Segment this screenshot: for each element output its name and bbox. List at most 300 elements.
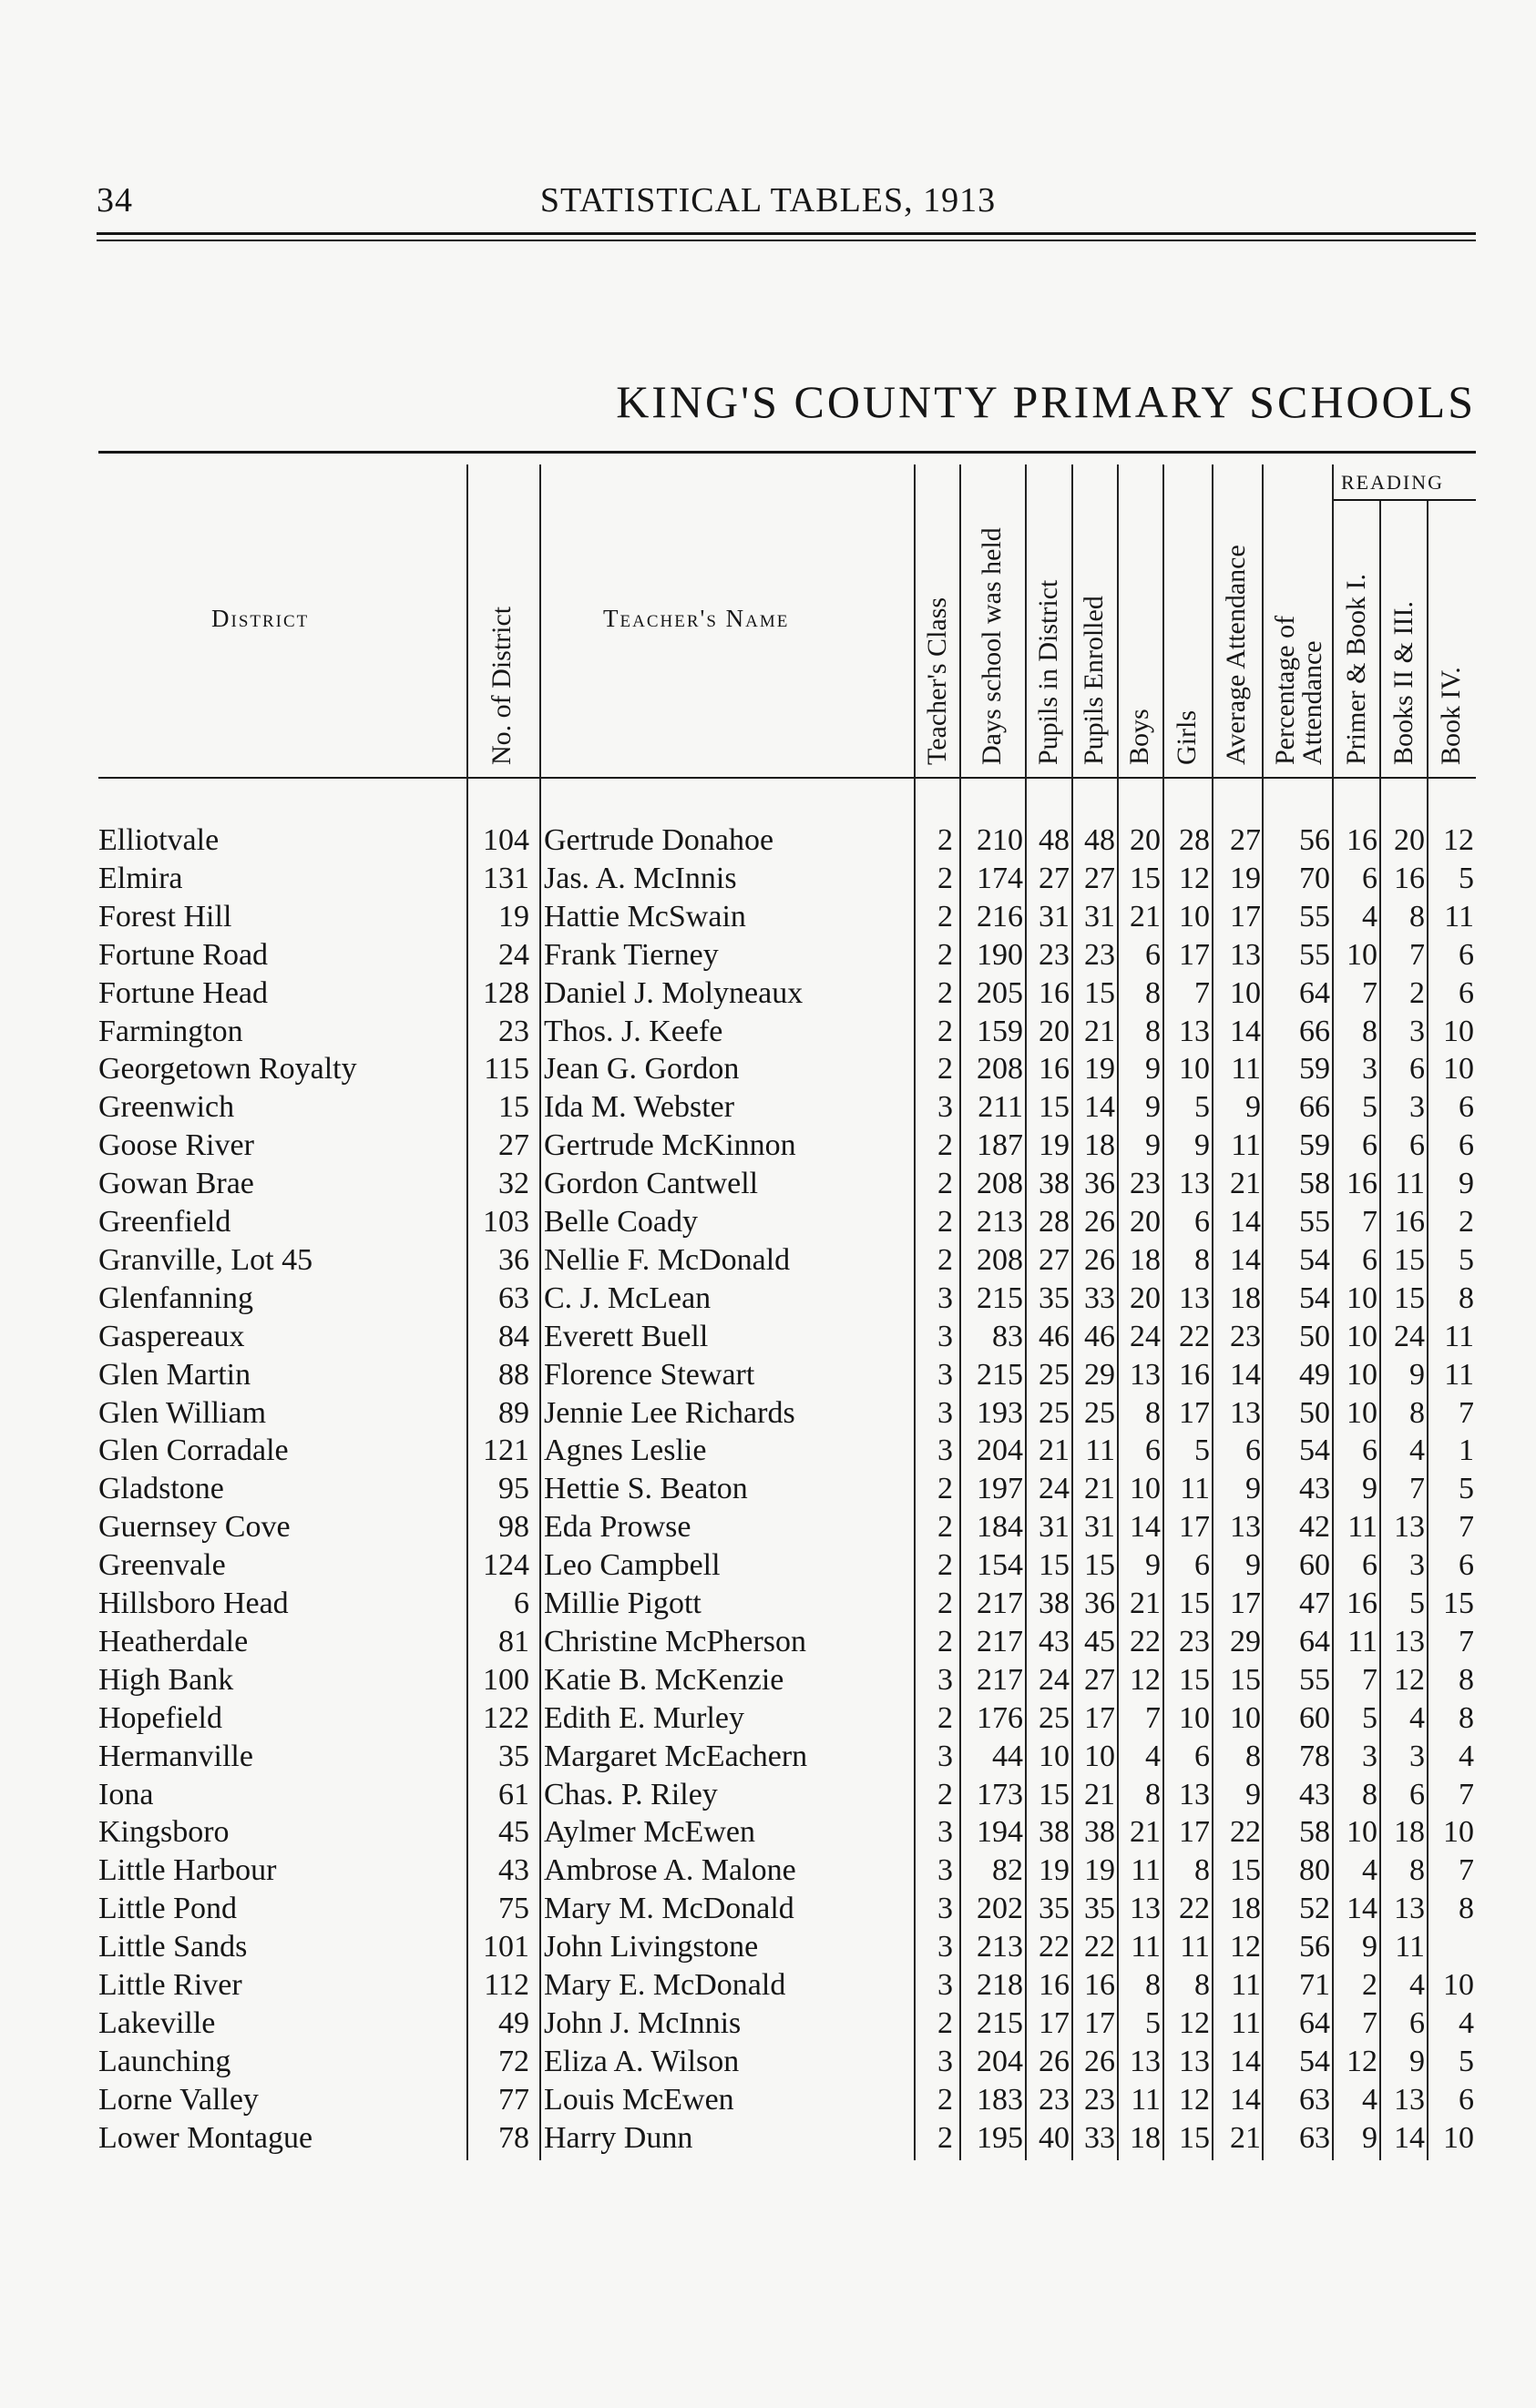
table-row [0, 1127, 1536, 1165]
district-cell: Heatherdale [98, 1624, 249, 1658]
reading-underline [1332, 499, 1476, 501]
teacher-cell: Ida M. Webster [544, 1090, 735, 1125]
books-2-3-cell: 11 [1395, 1167, 1425, 1201]
teachers-class-cell: 3 [937, 1930, 953, 1964]
books-2-3-cell: 4 [1409, 1434, 1425, 1468]
no-of-district-cell: 6 [514, 1587, 529, 1620]
books-2-3-cell: 24 [1394, 1319, 1425, 1353]
primer-book1-cell: 8 [1362, 1777, 1377, 1811]
no-of-district-cell: 36 [498, 1242, 529, 1277]
no-of-district-cell: 124 [483, 1548, 529, 1583]
table-row [0, 1585, 1536, 1623]
district-cell: Lakeville [98, 2005, 216, 2040]
header-average-attendance: Average Attendance [1221, 545, 1251, 765]
boys-cell: 11 [1131, 1853, 1161, 1888]
table-title: KING'S COUNTY PRIMARY SCHOOLS [616, 376, 1476, 427]
percentage-attendance-cell: 43 [1299, 1472, 1330, 1506]
pupils-in-district-cell: 43 [1039, 1624, 1070, 1658]
average-attendance-cell: 19 [1230, 861, 1261, 895]
primer-book1-cell: 11 [1347, 1624, 1377, 1658]
pupils-in-district-cell: 16 [1039, 1968, 1070, 2002]
books-2-3-cell: 5 [1409, 1587, 1425, 1620]
books-2-3-cell: 6 [1409, 1777, 1425, 1811]
pupils-enrolled-cell: 21 [1084, 1472, 1115, 1506]
girls-cell: 22 [1179, 1892, 1210, 1926]
no-of-district-cell: 19 [498, 899, 529, 934]
days-held-cell: 159 [977, 1014, 1023, 1048]
girls-cell: 6 [1194, 1205, 1210, 1239]
teacher-cell: Jas. A. McInnis [544, 861, 737, 895]
pupils-enrolled-cell: 15 [1084, 1548, 1115, 1583]
average-attendance-cell: 14 [1230, 1014, 1261, 1048]
table-row [0, 1928, 1536, 1966]
pupils-in-district-cell: 31 [1039, 1510, 1070, 1545]
books-2-3-cell: 2 [1409, 975, 1425, 1010]
books-2-3-cell: 4 [1409, 1968, 1425, 2002]
average-attendance-cell: 13 [1230, 937, 1261, 972]
district-cell: Greenfield [98, 1205, 231, 1239]
district-cell: Iona [98, 1777, 154, 1811]
days-held-cell: 204 [977, 1434, 1023, 1468]
teacher-cell: Florence Stewart [544, 1357, 755, 1392]
no-of-district-cell: 95 [498, 1472, 529, 1506]
table-row [0, 1470, 1536, 1508]
books-2-3-cell: 11 [1395, 1930, 1425, 1964]
percentage-attendance-cell: 58 [1299, 1167, 1330, 1201]
district-cell: Lorne Valley [98, 2082, 259, 2117]
percentage-attendance-cell: 55 [1299, 899, 1330, 934]
table-row [0, 1852, 1536, 1890]
boys-cell: 13 [1130, 1892, 1161, 1926]
primer-book1-cell: 16 [1347, 1587, 1377, 1620]
pupils-enrolled-cell: 36 [1084, 1587, 1115, 1620]
pupils-in-district-cell: 35 [1039, 1892, 1070, 1926]
average-attendance-cell: 11 [1231, 2005, 1261, 2040]
pupils-enrolled-cell: 26 [1084, 2044, 1115, 2078]
teachers-class-cell: 2 [937, 2005, 953, 2040]
average-attendance-cell: 14 [1230, 1242, 1261, 1277]
boys-cell: 6 [1145, 1434, 1161, 1468]
table-row [0, 1699, 1536, 1738]
girls-cell: 12 [1179, 861, 1210, 895]
no-of-district-cell: 88 [498, 1357, 529, 1392]
pupils-in-district-cell: 25 [1039, 1357, 1070, 1392]
primer-book1-cell: 7 [1362, 2005, 1377, 2040]
girls-cell: 5 [1194, 1434, 1210, 1468]
pupils-enrolled-cell: 26 [1084, 1205, 1115, 1239]
teacher-cell: Millie Pigott [544, 1587, 701, 1620]
book-4-cell: 6 [1459, 2082, 1474, 2117]
teacher-cell: Gordon Cantwell [544, 1167, 759, 1201]
no-of-district-cell: 15 [498, 1090, 529, 1125]
pupils-enrolled-cell: 19 [1084, 1853, 1115, 1888]
teachers-class-cell: 2 [937, 975, 953, 1010]
teacher-cell: Louis McEwen [544, 2082, 734, 2117]
books-2-3-cell: 12 [1394, 1662, 1425, 1697]
boys-cell: 9 [1145, 1128, 1161, 1163]
days-held-cell: 83 [992, 1319, 1023, 1353]
book-4-cell: 11 [1444, 1357, 1474, 1392]
header-books-2-3: Books II & III. [1388, 601, 1418, 765]
primer-book1-cell: 12 [1347, 2044, 1377, 2078]
boys-cell: 21 [1130, 1815, 1161, 1850]
teacher-cell: Thos. J. Keefe [544, 1014, 723, 1048]
teacher-cell: Hettie S. Beaton [544, 1472, 748, 1506]
no-of-district-cell: 112 [484, 1968, 529, 2002]
pupils-enrolled-cell: 48 [1084, 823, 1115, 857]
boys-cell: 18 [1130, 2120, 1161, 2155]
no-of-district-cell: 101 [483, 1930, 529, 1964]
days-held-cell: 205 [977, 975, 1023, 1010]
teacher-cell: Margaret McEachern [544, 1739, 808, 1773]
average-attendance-cell: 18 [1230, 1281, 1261, 1315]
pupils-in-district-cell: 16 [1039, 975, 1070, 1010]
boys-cell: 9 [1145, 1548, 1161, 1583]
girls-cell: 17 [1179, 1510, 1210, 1545]
percentage-attendance-cell: 63 [1299, 2082, 1330, 2117]
no-of-district-cell: 49 [498, 2005, 529, 2040]
teachers-class-cell: 2 [937, 937, 953, 972]
table-row [0, 1394, 1536, 1433]
pupils-in-district-cell: 35 [1039, 1281, 1070, 1315]
teacher-cell: Katie B. McKenzie [544, 1662, 784, 1697]
district-cell: Georgetown Royalty [98, 1052, 357, 1087]
teachers-class-cell: 2 [937, 1624, 953, 1658]
average-attendance-cell: 9 [1245, 1777, 1261, 1811]
header-girls: Girls [1172, 710, 1202, 765]
boys-cell: 15 [1130, 861, 1161, 895]
no-of-district-cell: 78 [498, 2120, 529, 2155]
teacher-cell: Frank Tierney [544, 937, 719, 972]
books-2-3-cell: 8 [1409, 1853, 1425, 1888]
primer-book1-cell: 5 [1362, 1090, 1377, 1125]
girls-cell: 13 [1179, 1777, 1210, 1811]
boys-cell: 11 [1131, 2082, 1161, 2117]
table-row [0, 1813, 1536, 1852]
average-attendance-cell: 27 [1230, 823, 1261, 857]
days-held-cell: 44 [992, 1739, 1023, 1773]
days-held-cell: 190 [977, 937, 1023, 972]
average-attendance-cell: 9 [1245, 1472, 1261, 1506]
book-4-cell: 5 [1459, 1472, 1474, 1506]
primer-book1-cell: 6 [1362, 1434, 1377, 1468]
book-4-cell: 10 [1443, 1052, 1474, 1087]
book-4-cell: 7 [1459, 1853, 1474, 1888]
primer-book1-cell: 16 [1347, 823, 1377, 857]
percentage-attendance-cell: 50 [1299, 1395, 1330, 1430]
book-4-cell: 8 [1459, 1662, 1474, 1697]
average-attendance-cell: 10 [1230, 975, 1261, 1010]
girls-cell: 13 [1179, 1281, 1210, 1315]
no-of-district-cell: 98 [498, 1510, 529, 1545]
table-top-rule [98, 451, 1476, 454]
pupils-in-district-cell: 27 [1039, 861, 1070, 895]
book-4-cell: 8 [1459, 1281, 1474, 1315]
teacher-cell: Gertrude McKinnon [544, 1128, 796, 1163]
teachers-class-cell: 2 [937, 1700, 953, 1735]
primer-book1-cell: 10 [1347, 1395, 1377, 1430]
percentage-attendance-cell: 43 [1299, 1777, 1330, 1811]
teachers-class-cell: 3 [937, 2044, 953, 2078]
girls-cell: 23 [1179, 1624, 1210, 1658]
district-cell: Fortune Head [98, 975, 269, 1010]
pupils-enrolled-cell: 46 [1084, 1319, 1115, 1353]
no-of-district-cell: 61 [498, 1777, 529, 1811]
pupils-enrolled-cell: 21 [1084, 1014, 1115, 1048]
percentage-attendance-cell: 59 [1299, 1052, 1330, 1087]
pupils-in-district-cell: 38 [1039, 1167, 1070, 1201]
pupils-in-district-cell: 26 [1039, 2044, 1070, 2078]
header-book-4: Book IV. [1436, 667, 1466, 765]
pupils-enrolled-cell: 33 [1084, 1281, 1115, 1315]
boys-cell: 8 [1145, 1968, 1161, 2002]
boys-cell: 8 [1145, 1014, 1161, 1048]
no-of-district-cell: 35 [498, 1739, 529, 1773]
books-2-3-cell: 13 [1394, 1624, 1425, 1658]
percentage-attendance-cell: 55 [1299, 1205, 1330, 1239]
boys-cell: 8 [1145, 1395, 1161, 1430]
pupils-in-district-cell: 17 [1039, 2005, 1070, 2040]
percentage-attendance-cell: 80 [1299, 1853, 1330, 1888]
teachers-class-cell: 3 [937, 1815, 953, 1850]
books-2-3-cell: 6 [1409, 1128, 1425, 1163]
header-rule-top [97, 232, 1476, 235]
primer-book1-cell: 14 [1347, 1892, 1377, 1926]
district-cell: Farmington [98, 1014, 243, 1048]
days-held-cell: 184 [977, 1510, 1023, 1545]
book-4-cell: 7 [1459, 1510, 1474, 1545]
books-2-3-cell: 3 [1409, 1014, 1425, 1048]
primer-book1-cell: 7 [1362, 1662, 1377, 1697]
primer-book1-cell: 10 [1347, 1357, 1377, 1392]
pupils-in-district-cell: 46 [1039, 1319, 1070, 1353]
teacher-cell: Jean G. Gordon [544, 1052, 740, 1087]
teachers-class-cell: 2 [937, 1052, 953, 1087]
books-2-3-cell: 16 [1394, 861, 1425, 895]
average-attendance-cell: 14 [1230, 1357, 1261, 1392]
days-held-cell: 216 [977, 899, 1023, 934]
running-head [0, 180, 1536, 226]
teachers-class-cell: 2 [937, 899, 953, 934]
days-held-cell: 183 [977, 2082, 1023, 2117]
book-4-cell: 8 [1459, 1700, 1474, 1735]
teacher-cell: Aylmer McEwen [544, 1815, 755, 1850]
boys-cell: 9 [1145, 1090, 1161, 1125]
pupils-in-district-cell: 25 [1039, 1395, 1070, 1430]
no-of-district-cell: 72 [498, 2044, 529, 2078]
days-held-cell: 202 [977, 1892, 1023, 1926]
no-of-district-cell: 24 [498, 937, 529, 972]
teachers-class-cell: 2 [937, 1205, 953, 1239]
teacher-cell: Edith E. Murley [544, 1700, 745, 1735]
district-cell: Elliotvale [98, 823, 220, 857]
teacher-cell: Christine McPherson [544, 1624, 807, 1658]
percentage-attendance-cell: 60 [1299, 1548, 1330, 1583]
header-percentage-line2: Attendance [1297, 640, 1327, 765]
primer-book1-cell: 9 [1362, 2120, 1377, 2155]
days-held-cell: 215 [977, 1281, 1023, 1315]
primer-book1-cell: 8 [1362, 1014, 1377, 1048]
table-row [0, 1776, 1536, 1814]
percentage-attendance-cell: 55 [1299, 937, 1330, 972]
primer-book1-cell: 6 [1362, 1128, 1377, 1163]
table-row [0, 1165, 1536, 1203]
pupils-enrolled-cell: 15 [1084, 975, 1115, 1010]
book-4-cell: 11 [1444, 899, 1474, 934]
table-row [0, 974, 1536, 1013]
days-held-cell: 208 [977, 1242, 1023, 1277]
girls-cell: 5 [1194, 1090, 1210, 1125]
teachers-class-cell: 2 [937, 1777, 953, 1811]
books-2-3-cell: 7 [1409, 1472, 1425, 1506]
average-attendance-cell: 9 [1245, 1090, 1261, 1125]
district-cell: High Bank [98, 1662, 234, 1697]
header-pupils-enrolled: Pupils Enrolled [1079, 596, 1109, 765]
days-held-cell: 211 [978, 1090, 1023, 1125]
books-2-3-cell: 8 [1409, 1395, 1425, 1430]
no-of-district-cell: 77 [498, 2082, 529, 2117]
percentage-attendance-cell: 64 [1299, 975, 1330, 1010]
teacher-cell: Everett Buell [544, 1319, 709, 1353]
girls-cell: 10 [1179, 899, 1210, 934]
percentage-attendance-cell: 42 [1299, 1510, 1330, 1545]
girls-cell: 17 [1179, 1395, 1210, 1430]
books-2-3-cell: 3 [1409, 1739, 1425, 1773]
average-attendance-cell: 14 [1230, 1205, 1261, 1239]
days-held-cell: 174 [977, 861, 1023, 895]
girls-cell: 11 [1180, 1472, 1210, 1506]
book-4-cell: 11 [1444, 1319, 1474, 1353]
girls-cell: 12 [1179, 2005, 1210, 2040]
average-attendance-cell: 23 [1230, 1319, 1261, 1353]
pupils-in-district-cell: 23 [1039, 937, 1070, 972]
primer-book1-cell: 9 [1362, 1472, 1377, 1506]
boys-cell: 11 [1131, 1930, 1161, 1964]
pupils-enrolled-cell: 35 [1084, 1892, 1115, 1926]
books-2-3-cell: 9 [1409, 1357, 1425, 1392]
teachers-class-cell: 3 [937, 1892, 953, 1926]
table-row [0, 1241, 1536, 1280]
book-4-cell: 9 [1459, 1167, 1474, 1201]
books-2-3-cell: 6 [1409, 2005, 1425, 2040]
book-4-cell: 10 [1443, 1014, 1474, 1048]
girls-cell: 6 [1194, 1548, 1210, 1583]
days-held-cell: 195 [977, 2120, 1023, 2155]
pupils-enrolled-cell: 31 [1084, 1510, 1115, 1545]
pupils-enrolled-cell: 17 [1084, 1700, 1115, 1735]
books-2-3-cell: 18 [1394, 1815, 1425, 1850]
header-no-of-district: No. of District [486, 606, 517, 765]
header-percentage-line1: Percentage of [1270, 615, 1300, 765]
percentage-attendance-cell: 54 [1299, 1434, 1330, 1468]
boys-cell: 23 [1130, 1167, 1161, 1201]
boys-cell: 24 [1130, 1319, 1161, 1353]
table-row [0, 2119, 1536, 2158]
pupils-enrolled-cell: 22 [1084, 1930, 1115, 1964]
girls-cell: 8 [1194, 1853, 1210, 1888]
book-4-cell: 5 [1459, 1242, 1474, 1277]
girls-cell: 11 [1180, 1930, 1210, 1964]
average-attendance-cell: 21 [1230, 2120, 1261, 2155]
running-title: STATISTICAL TABLES, 1913 [539, 181, 997, 219]
percentage-attendance-cell: 78 [1299, 1739, 1330, 1773]
pupils-in-district-cell: 10 [1039, 1739, 1070, 1773]
girls-cell: 9 [1194, 1128, 1210, 1163]
no-of-district-cell: 122 [483, 1700, 529, 1735]
primer-book1-cell: 10 [1347, 1815, 1377, 1850]
girls-cell: 10 [1179, 1052, 1210, 1087]
percentage-attendance-cell: 50 [1299, 1319, 1330, 1353]
average-attendance-cell: 8 [1245, 1739, 1261, 1773]
primer-book1-cell: 6 [1362, 1242, 1377, 1277]
teachers-class-cell: 3 [937, 1395, 953, 1430]
book-4-cell: 7 [1459, 1395, 1474, 1430]
percentage-attendance-cell: 52 [1299, 1892, 1330, 1926]
book-4-cell: 6 [1459, 1090, 1474, 1125]
teacher-cell: Jennie Lee Richards [544, 1395, 795, 1430]
boys-cell: 21 [1130, 899, 1161, 934]
average-attendance-cell: 11 [1231, 1128, 1261, 1163]
percentage-attendance-cell: 56 [1299, 823, 1330, 857]
primer-book1-cell: 6 [1362, 861, 1377, 895]
header-teachers-class: Teacher's Class [922, 597, 952, 765]
book-4-cell: 6 [1459, 1128, 1474, 1163]
teachers-class-cell: 2 [937, 1014, 953, 1048]
pupils-in-district-cell: 31 [1039, 899, 1070, 934]
pupils-in-district-cell: 23 [1039, 2082, 1070, 2117]
teachers-class-cell: 3 [937, 1968, 953, 2002]
district-cell: Granville, Lot 45 [98, 1242, 313, 1277]
pupils-enrolled-cell: 17 [1084, 2005, 1115, 2040]
girls-cell: 8 [1194, 1242, 1210, 1277]
boys-cell: 7 [1145, 1700, 1161, 1735]
average-attendance-cell: 14 [1230, 2082, 1261, 2117]
table-row [0, 1280, 1536, 1318]
teachers-class-cell: 2 [937, 861, 953, 895]
days-held-cell: 210 [977, 823, 1023, 857]
books-2-3-cell: 3 [1409, 1548, 1425, 1583]
girls-cell: 6 [1194, 1739, 1210, 1773]
primer-book1-cell: 4 [1362, 1853, 1377, 1888]
primer-book1-cell: 5 [1362, 1700, 1377, 1735]
boys-cell: 20 [1130, 823, 1161, 857]
no-of-district-cell: 27 [498, 1128, 529, 1163]
primer-book1-cell: 11 [1347, 1510, 1377, 1545]
teacher-cell: C. J. McLean [544, 1281, 712, 1315]
pupils-in-district-cell: 15 [1039, 1548, 1070, 1583]
teachers-class-cell: 3 [937, 1662, 953, 1697]
days-held-cell: 187 [977, 1128, 1023, 1163]
book-4-cell: 1 [1459, 1434, 1474, 1468]
table-row [0, 2043, 1536, 2081]
teacher-cell: Gertrude Donahoe [544, 823, 774, 857]
pupils-in-district-cell: 19 [1039, 1128, 1070, 1163]
book-4-cell: 10 [1443, 2120, 1474, 2155]
primer-book1-cell: 7 [1362, 1205, 1377, 1239]
days-held-cell: 217 [977, 1662, 1023, 1697]
teachers-class-cell: 2 [937, 1510, 953, 1545]
boys-cell: 13 [1130, 2044, 1161, 2078]
table-row [0, 1318, 1536, 1356]
teacher-cell: Leo Campbell [544, 1548, 721, 1583]
table-row [0, 898, 1536, 936]
table-row [0, 1356, 1536, 1394]
percentage-attendance-cell: 54 [1299, 2044, 1330, 2078]
district-cell: Elmira [98, 861, 183, 895]
pupils-enrolled-cell: 18 [1084, 1128, 1115, 1163]
pupils-enrolled-cell: 26 [1084, 1242, 1115, 1277]
boys-cell: 4 [1145, 1739, 1161, 1773]
